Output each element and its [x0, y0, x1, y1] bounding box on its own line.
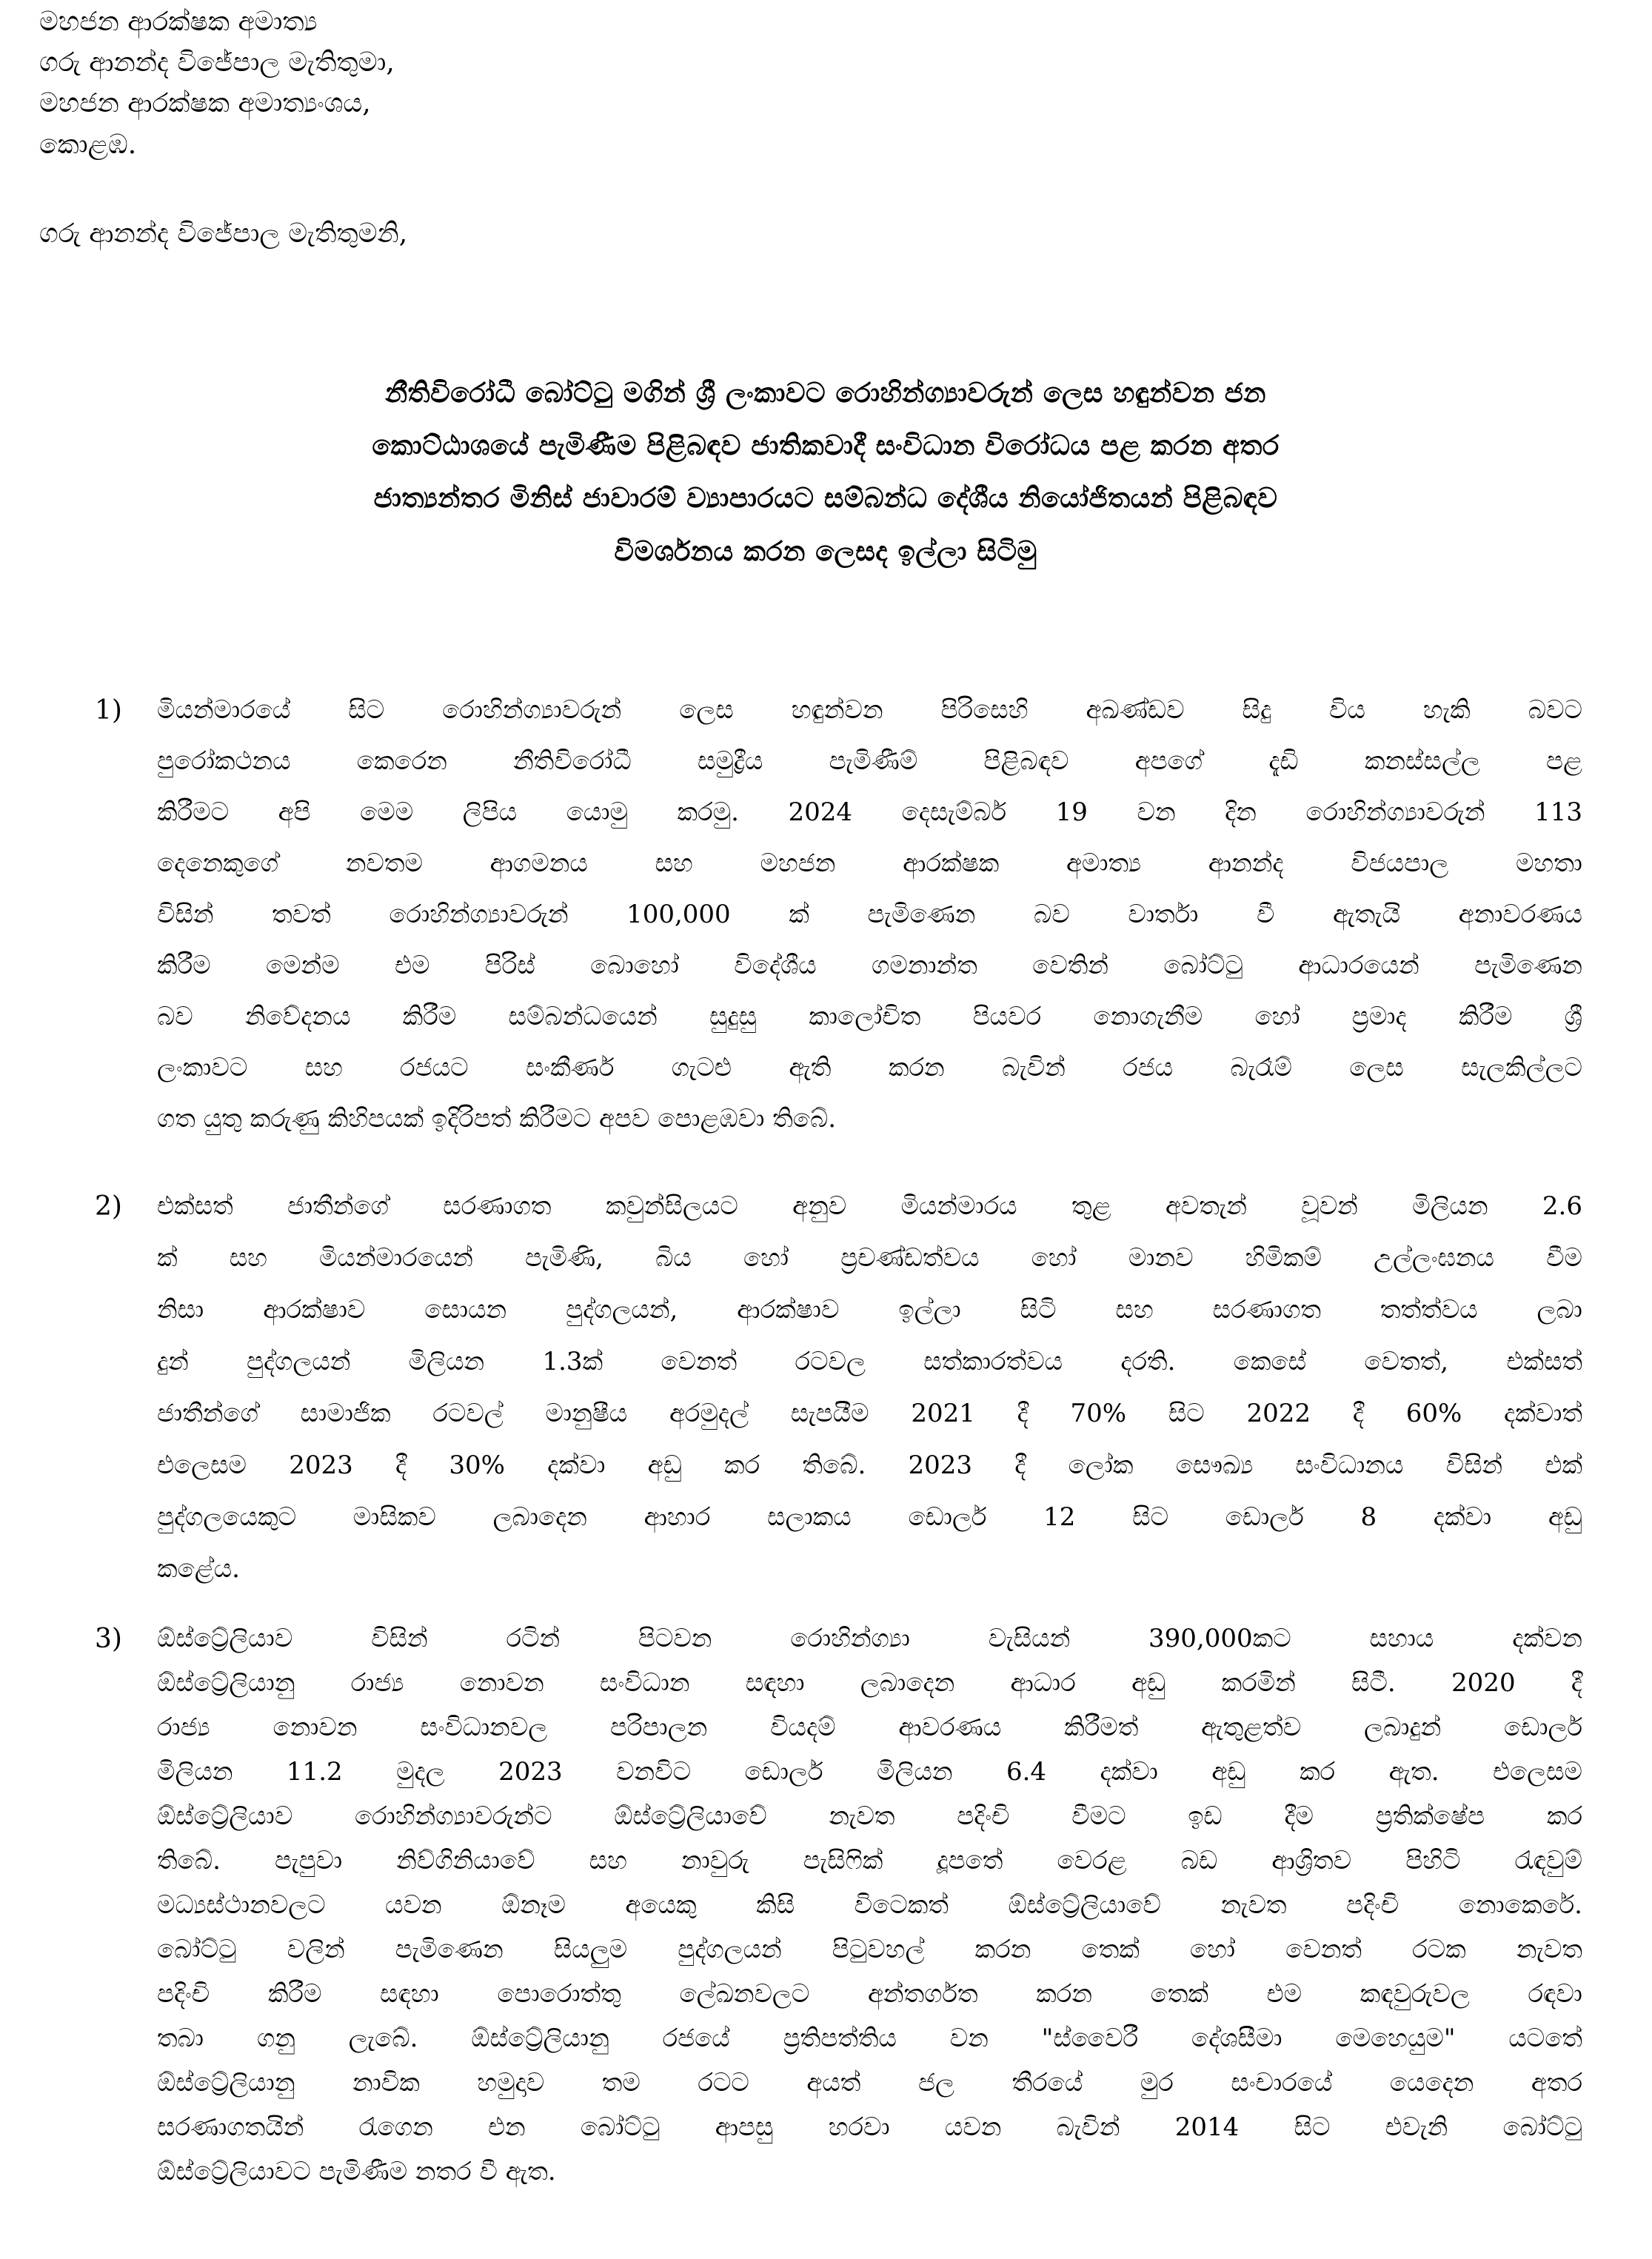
paragraph-line: නිසා ආරක්ෂාව සොයන පුද්ගලයන්, ආරක්ෂාව ඉල්ලා සිටි සහ සරණාගත තත්ත්වය ලබා [157, 1295, 1582, 1325]
recipient-name: ගරු ආනන්ද විජේපාල මැතිතුමා, [39, 47, 395, 78]
subject-line: කොට්ඨාශයේ පැමිණීම පිළිබඳව ජාතිකවාදී සංවිධාන විරෝධය පළ කරන අතර [372, 429, 1280, 461]
paragraph-line: සරණාගතයින් රැගෙන එන බෝට්ටු ආපසු හරවා යවන බැවින් 2014 සිට එවැනි බෝට්ටු [157, 2112, 1582, 2142]
paragraph-line: එක්සත් ජාතීන්ගේ සරණාගත කවුන්සිලයට අනුව මියන්මාරය තුළ අවතැන් වූවන් මිලියන 2.6 [157, 1191, 1582, 1221]
paragraph-line: රාජ්‍ය නොවන සංවිධානවල පරිපාලන වියදම් ආවරණය කිරීමත් ඇතුළත්ව ලබාදුන් ඩොලර් [157, 1713, 1582, 1742]
paragraph-line: ඕස්ට්‍රේලියාව රොහින්ග්‍යාවරුන්ට ඕස්ට්‍රේලියාවේ නැවත පදිංචි වීමට ඉඩ දීම ප්‍රතික්ෂේප කර [157, 1801, 1582, 1831]
paragraph-line: ගත යුතු කරුණු කිහිපයක් ඉදිරිපත් කිරීමට අපව පොළඹවා තිබේ. [157, 1104, 837, 1134]
paragraph-line: ක් සහ මියන්මාරයෙන් පැමිණි, බිය හෝ ප්‍රචණ්ඩත්වය හෝ මානව හිමිකම් උල්ලංඝනය වීම [157, 1243, 1582, 1273]
paragraph-line: බෝට්ටු වලින් පැමිණෙන සියලුම පුද්ගලයන් පිටුවහල් කරන තෙක් හෝ වෙනත් රටක නැවත [157, 1935, 1582, 1964]
recipient-city: කොළඹ. [39, 130, 137, 160]
paragraph-line: පුද්ගලයෙකුට මාසිකව ලබාදෙන ආහාර සලාකය ඩොලර් 12 සිට ඩොලර් 8 දක්වා අඩු [157, 1502, 1582, 1532]
paragraph-line: පුරෝකථනය කෙරෙන නීතිවිරෝධී සමුද්‍රීය පැමිණීම් පිළිබඳව අපගේ දැඩි කනස්සල්ල පළ [157, 746, 1582, 776]
subject-line: විමර්ශනය කරන ලෙසද ඉල්ලා සිටිමු [614, 535, 1037, 567]
paragraph-line: ඕස්ට්‍රේලියානු රාජ්‍ය නොවන සංවිධාන සඳහා ලබාදෙන ආධාර අඩු කරමින් සිටී. 2020 දී [157, 1668, 1582, 1698]
paragraph-line: ජාතීන්ගේ සාමාජික රටවල් මානුෂීය අරමුදල් සැපයීම 2021 දී 70% සිට 2022 දී 60% දක්වාත් [157, 1399, 1582, 1428]
paragraph-line: තිබේ. පැපුවා නිව්ගිනියාවේ සහ නාවුරු පැසිෆික් දූපතේ වෙරළ බඩ ආශ්‍රිතව පිහිටි රැඳවුම් [157, 1846, 1582, 1875]
recipient-ministry: මහජන ආරක්ෂක අමාත්‍යංශය, [39, 88, 371, 118]
paragraph-line: දෙනෙකුගේ නවතම ආගමනය සහ මහජන ආරක්ෂක අමාත්‍ය ආනන්ද විජයපාල මහතා [157, 849, 1582, 878]
paragraph-line: එලෙසම 2023 දී 30% දක්වා අඩු කර තිබේ. 2023 දී ලෝක සෞඛ්‍ය සංවිධානය විසින් එක් [157, 1450, 1582, 1480]
paragraph-line: පදිංචි කිරීම සඳහා පොරොත්තු ලේඛනවලට අන්තර්ගත කරන තෙක් එම කඳවුරුවල රඳවා [157, 1979, 1582, 2009]
paragraph-line: මධ්‍යස්ථානවලට යවන ඕනෑම අයෙකු කිසි විටෙකත් ඕස්ට්‍රේලියාවේ නැවත පදිංචි නොකෙරේ. [157, 1890, 1582, 1920]
subject-line: නීතිවිරෝධී බෝට්ටු මගින් ශ්‍රී ලංකාවට රොහින්ග්‍යාවරුන් ලෙස හඳුන්වන ජන [385, 376, 1266, 409]
paragraph-line: තබා ගනු ලැබේ. ඕස්ට්‍රේලියානු රජයේ ප්‍රතිපත්තිය වන "ස්වෛරී දේශසීමා මෙහෙයුම" යටතේ [157, 2024, 1582, 2053]
paragraph-line: කළේය. [157, 1554, 240, 1584]
subject-line: ජාත්‍යන්තර මිනිස් ජාවාරම් ව්‍යාපාරයට සම්බන්ධ දේශීය නියෝජිතයන් පිළිබඳව [373, 481, 1278, 514]
paragraph-number: 2) [95, 1191, 122, 1222]
recipient-title: මහජන ආරක්ෂක අමාත්‍ය [39, 7, 318, 37]
paragraph-line: කිරීමට අපි මෙම ලිපිය යොමු කරමු. 2024 දෙසැම්බර් 19 වන දින රොහින්ග්‍යාවරුන් 113 [157, 797, 1582, 827]
paragraph-line: දුන් පුද්ගලයන් මිලියන 1.3ක් වෙනත් රටවල සත්කාරත්වය දරති. කෙසේ වෙතත්, එක්සත් [157, 1347, 1582, 1376]
paragraph-line: ලංකාවට සහ රජයට සංකීර්ණ ගැටළු ඇති කරන බැවින් රජය බැරෑම් ලෙස සැලකිල්ලට [157, 1053, 1582, 1082]
paragraph-line: මියන්මාරයේ සිට රොහින්ග්‍යාවරුන් ලෙස හඳුන්වන පිරිසෙහි අඛණ්ඩව සිදු විය හැකි බවට [157, 695, 1582, 725]
paragraph-line: බව නිවේදනය කිරීම සම්බන්ධයෙන් සුදුසු කාලෝචිත පියවර නොගැනීම හෝ ප්‍රමාද කිරීම ශ්‍රී [157, 1002, 1582, 1031]
paragraph-line: මිලියන 11.2 මුදල 2023 වනවිට ඩොලර් මිලියන 6.4 දක්වා අඩු කර ඇත. එලෙසම [157, 1757, 1582, 1787]
paragraph-number: 1) [95, 695, 122, 726]
paragraph-line: ඕස්ට්‍රේලියාව විසින් රටින් පිටවන රොහින්ග්‍යා වැසියන් 390,000කට සහාය දක්වන [157, 1624, 1582, 1653]
paragraph-line: ඕස්ට්‍රේලියානු නාවික හමුදාව තම රටට අයත් ජල තීරයේ මුර සංචාරයේ යෙදෙන අතර [157, 2068, 1582, 2098]
paragraph-line: ඕස්ට්‍රේලියාවට පැමිණීම නතර වී ඇත. [157, 2157, 556, 2186]
paragraph-line: කිරීම මෙන්ම එම පිරිස් බොහෝ විදේශීය ගමනාන්ත වෙතින් බෝට්ටු ආධාරයෙන් පැමිණෙන [157, 951, 1582, 980]
paragraph-line: විසින් තවත් රොහින්ග්‍යාවරුන් 100,000 ක් පැමිණෙන බව වාර්තා වී ඇතැයි අනාවරණය [157, 900, 1582, 929]
salutation: ගරු ආනන්ද විජේපාල මැතිතුමනි, [39, 218, 408, 249]
paragraph-number: 3) [95, 1624, 122, 1654]
